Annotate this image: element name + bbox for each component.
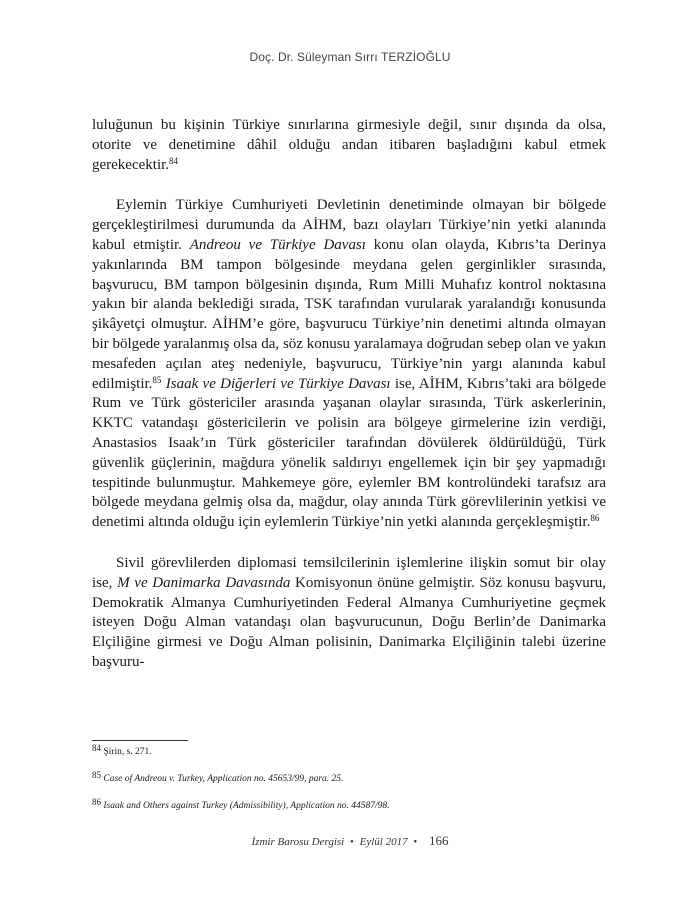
footnote-ref-84[interactable]: 84 (169, 155, 179, 166)
paragraph-3-text-a: Sivil görevlilerden diplomasi temsilcilerinin işlemlerine ilişkin somut bir olay ise, (92, 554, 606, 591)
footnote-text: Case of Andreou v. Turkey, Application no. 45653/99, para. 25. (103, 774, 344, 784)
paragraph-2-text-b: konu olan olayda, Kıbrıs’ta Derinya yakınlarında BM tampon bölgesinde meydana gelen gerginlikler sırasında, başvurucu, BM tampon bölgesinin dışında, Rum Milli Muhafız kontrol noktasına yakın bir alanda beklediği sırada, TSK tarafından vurularak yaralandığı konusunda şikâyetçi olmuştur. AİHM’e göre, başvurucu Türkiye’nin denetimi altında olmayan bir bölgede yaralanmış olsa da, söz konusu yaralamaya doğrudan sebep olan ve yakın mesafeden açılan ateş nedeniyle, başvurucu, Türkiye’nin yargı alanında kabul edilmiştir. (92, 236, 607, 392)
journal-issue: Eylül 2017 (359, 836, 408, 848)
footnote-text: Isaak and Others against Turkey (Admissibility), Application no. 44587/98. (103, 801, 390, 811)
footnotes (92, 742, 606, 823)
footnote-text: Şirin, s. 271. (103, 747, 152, 757)
footer-bullet: • (413, 836, 418, 848)
footnote-86 (92, 796, 606, 812)
paragraph-2 (92, 196, 606, 533)
paragraph-3 (92, 554, 606, 673)
footnote-ref-85[interactable]: 85 (152, 374, 162, 385)
running-header: Doç. Dr. Süleyman Sırrı TERZİOĞLU (249, 50, 451, 64)
paragraph-2-text-a: Eylemin Türkiye Cumhuriyeti Devletinin denetiminde olmayan bir bölgede gerçekleştirilmesi durumunda da AİHM, bazı olayları Türkiye’nin yetki alanında kabul etmiştir. (92, 197, 606, 253)
page-number: 166 (428, 833, 449, 848)
main-text (92, 116, 606, 673)
footnote-84 (92, 742, 606, 758)
paragraph-1 (92, 116, 606, 175)
footnote-number: 84 (92, 743, 101, 753)
footnote-divider (92, 740, 188, 741)
footnote-number: 85 (92, 770, 101, 780)
journal-name: İzmir Barosu Dergisi (251, 836, 345, 848)
case-name-andreou: Andreou ve Türkiye Davası (189, 236, 366, 253)
case-name-isaak: Isaak ve Diğerleri ve Türkiye Davası (161, 375, 391, 392)
footnote-85 (92, 769, 606, 785)
paragraph-3-text-b: Komisyonun önüne gelmiştir. Söz konusu başvuru, Demokratik Almanya Cumhuriyetinden Federal Almanya Cumhuriyetine geçmek isteyen Doğu Alman vatandaşı olan başvurucunun, Doğu Berlin’de Danimarka Elçiliğine girmesi ve Doğu Alman polisinin, Danimarka Elçiliğinin talebi üzerine başvuru- (92, 574, 606, 670)
paragraph-1-text: luluğunun bu kişinin Türkiye sınırlarına girmesiyle değil, sınır dışında da olsa, otorite ve denetimine dâhil olduğu andan itibaren başladığını kabul etmek gerekecektir. (92, 117, 606, 173)
footnote-ref-86[interactable]: 86 (590, 513, 600, 524)
case-name-m-danimarka: M ve Danimarka Davasında (117, 574, 291, 591)
footnote-number: 86 (92, 797, 101, 807)
footer-bullet: • (350, 836, 354, 848)
page-footer (0, 833, 700, 849)
paragraph-2-text-c: ise, AİHM, Kıbrıs’taki ara bölgede Rum ve Türk göstericiler arasında yaşanan olaylar sırasında, Türk askerlerinin, KKTC vatandaşı göstericilerin ve polisin ara bölgeye girmelerine izin verdiği, Anastasios Isaak’ın Türk göstericiler tarafından dövülerek öldürüldüğü, Türk güvenlik güçlerinin, mağdura yönelik saldırıyı engellemek için bir şey yapmadığı tespitinde bulunmuştur. Mahkemeye göre, eylemler BM kontrolündeki tarafsız ara bölgede meydana gelmiş olsa da, mağdur, olay anında Türk görevlilerinin yetkisi ve denetimi altında olduğu için eylemlerin Türkiye’nin yetki alanında gerçekleşmiştir. (92, 375, 606, 531)
